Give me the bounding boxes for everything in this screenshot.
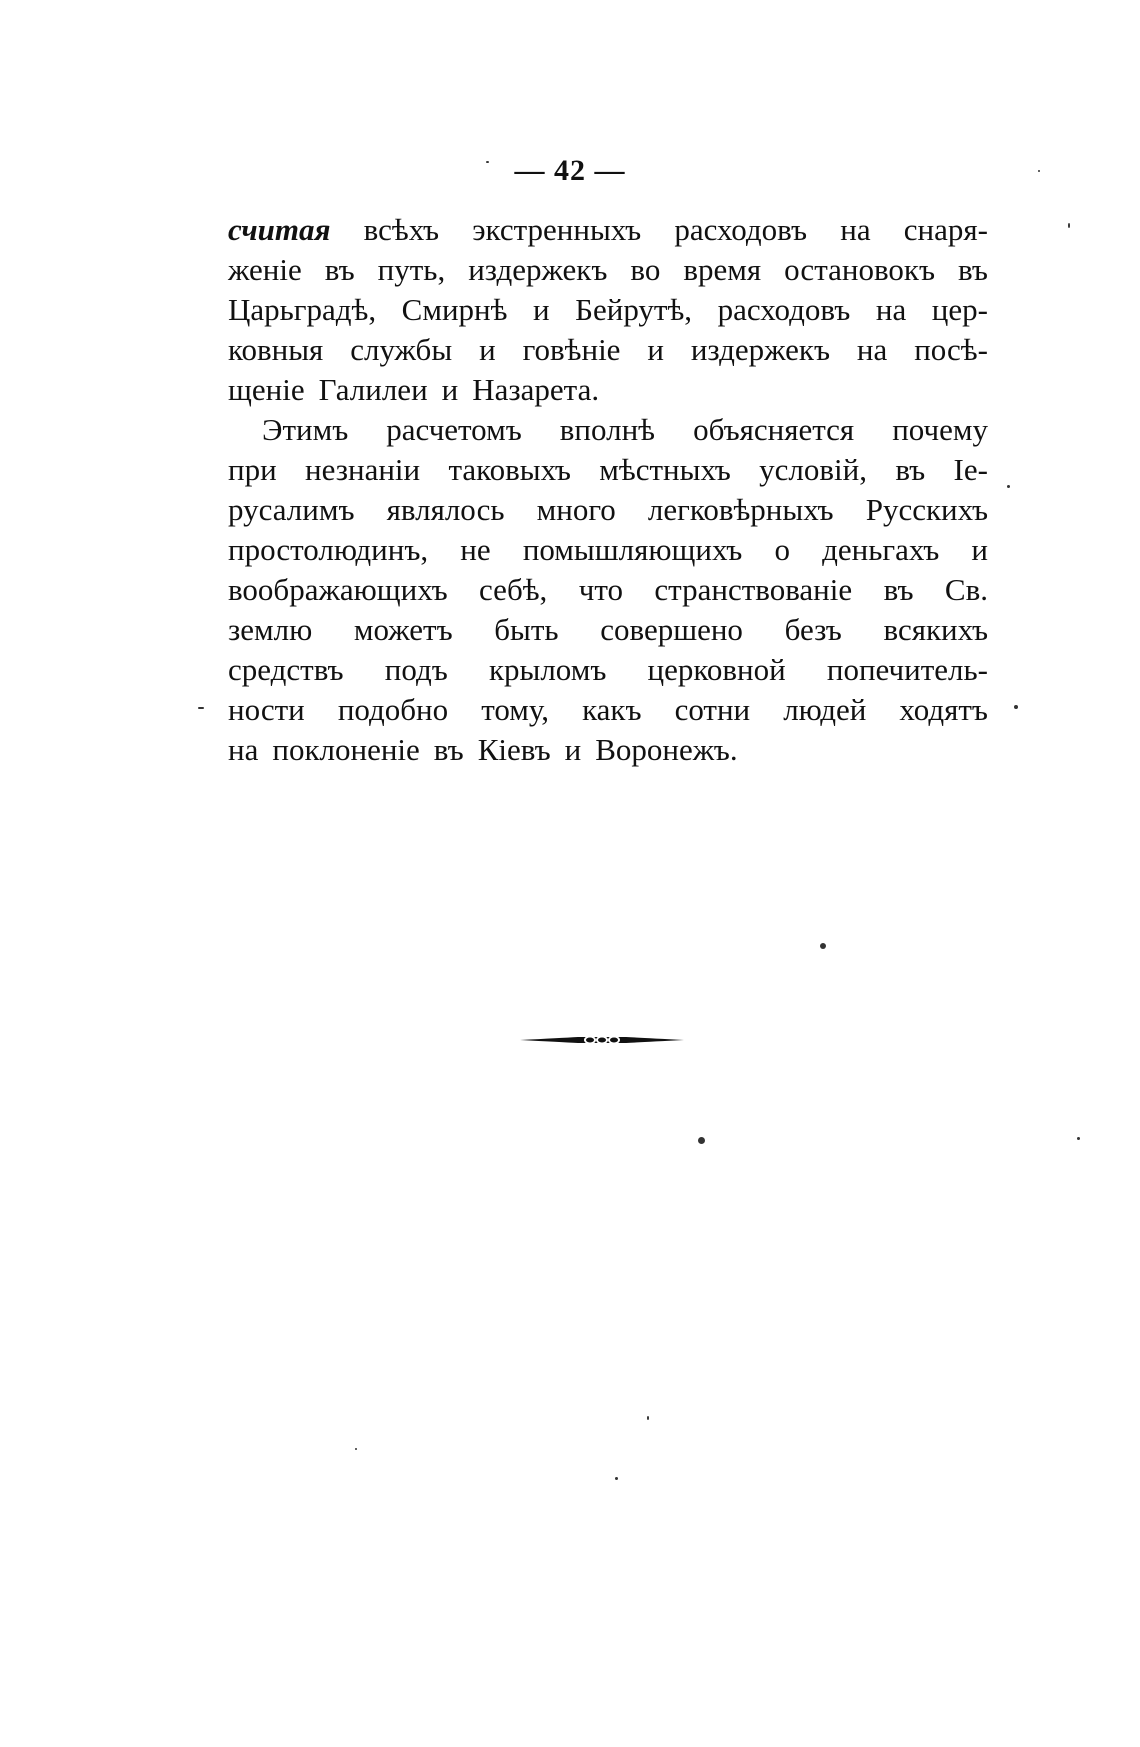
word: являлось xyxy=(386,492,505,527)
word: Воронежъ. xyxy=(595,732,738,767)
word: и xyxy=(564,732,582,767)
word: женіе xyxy=(228,252,302,287)
word: деньгахъ xyxy=(822,532,940,567)
word: на xyxy=(840,212,871,247)
word: ковныя xyxy=(228,332,324,367)
word: цер- xyxy=(931,292,988,327)
word: снаря- xyxy=(903,212,988,247)
page-number: — 42 — xyxy=(514,154,626,187)
word: сотни xyxy=(674,692,751,727)
word: тому, xyxy=(481,692,550,727)
word: средствъ xyxy=(228,652,344,687)
word: крыломъ xyxy=(488,652,607,687)
word: всѣхъ xyxy=(363,212,440,247)
word: въ xyxy=(958,252,988,287)
text-line xyxy=(228,650,988,690)
word: расходовъ xyxy=(717,292,851,327)
print-speck xyxy=(1077,1137,1080,1140)
word: въ xyxy=(433,732,464,767)
word: таковыхъ xyxy=(448,452,571,487)
word: въ xyxy=(883,572,914,607)
word: мѣстныхъ xyxy=(599,452,731,487)
word: Галилеи xyxy=(318,372,428,407)
word: какъ xyxy=(582,692,642,727)
word: воображающихъ xyxy=(228,572,448,607)
word: говѣніе xyxy=(522,332,621,367)
print-speck xyxy=(1014,705,1018,709)
word: въ xyxy=(324,252,355,287)
word: о xyxy=(774,532,790,567)
word: Св. xyxy=(944,572,988,607)
word: легковѣрныхъ xyxy=(647,492,834,527)
word: Смирнѣ xyxy=(401,292,508,327)
word: простолюдинъ, xyxy=(228,532,429,567)
word: ности xyxy=(228,692,305,727)
word: путь, xyxy=(377,252,446,287)
print-speck xyxy=(1068,223,1070,228)
word: себѣ, xyxy=(479,572,548,607)
word: и xyxy=(533,292,550,327)
word: издержекъ xyxy=(690,332,831,367)
word: странствованіе xyxy=(654,572,853,607)
word: во xyxy=(630,252,661,287)
word: ходятъ xyxy=(899,692,988,727)
print-speck xyxy=(615,1477,618,1480)
word: считая xyxy=(228,212,331,247)
print-speck xyxy=(198,707,204,709)
word: условій, xyxy=(759,452,867,487)
word: щеніе xyxy=(228,372,305,407)
word: помышляющихъ xyxy=(522,532,743,567)
word: Іе- xyxy=(953,452,988,487)
text-line xyxy=(228,570,988,610)
word: Кіевъ xyxy=(477,732,551,767)
word: и xyxy=(647,332,664,367)
text-line xyxy=(228,690,988,730)
word: можетъ xyxy=(353,612,453,647)
text-line xyxy=(228,290,988,330)
word: почему xyxy=(892,412,988,447)
word: на xyxy=(856,332,888,367)
text-line xyxy=(228,250,988,290)
word: попечитель- xyxy=(826,652,988,687)
text-line xyxy=(228,490,988,530)
word: посѣ- xyxy=(914,332,988,367)
word: издержекъ xyxy=(468,252,608,287)
text-line xyxy=(228,730,988,770)
text-line xyxy=(228,450,988,490)
word: Русскихъ xyxy=(865,492,988,527)
word: и xyxy=(479,332,496,367)
word: русалимъ xyxy=(228,492,355,527)
word: подобно xyxy=(337,692,449,727)
word: людей xyxy=(783,692,867,727)
word: службы xyxy=(350,332,453,367)
word: на xyxy=(875,292,907,327)
word: время xyxy=(683,252,762,287)
section-end-ornament xyxy=(520,1032,684,1048)
text-line xyxy=(228,410,988,450)
word: землю xyxy=(228,612,313,647)
print-speck xyxy=(486,161,489,163)
print-speck xyxy=(820,943,826,949)
word: вполнѣ xyxy=(559,412,656,447)
text-line xyxy=(228,610,988,650)
word: расчетомъ xyxy=(386,412,522,447)
word: церковной xyxy=(647,652,786,687)
word: экстренныхъ xyxy=(472,212,642,247)
word: на xyxy=(228,732,259,767)
word: Этимъ xyxy=(262,412,349,447)
word: безъ xyxy=(784,612,842,647)
text-line xyxy=(228,530,988,570)
word: и xyxy=(971,532,988,567)
word: Назарета. xyxy=(472,372,600,407)
word: много xyxy=(536,492,616,527)
word: и xyxy=(441,372,459,407)
text-line xyxy=(228,330,988,370)
text-line xyxy=(228,370,988,410)
word: при xyxy=(228,452,277,487)
word: расходовъ xyxy=(674,212,808,247)
word: объясняется xyxy=(693,412,855,447)
word: всякихъ xyxy=(883,612,988,647)
print-speck xyxy=(698,1137,705,1144)
word: быть xyxy=(494,612,559,647)
word: что xyxy=(578,572,623,607)
text-line xyxy=(228,210,988,250)
word: Царьградѣ, xyxy=(228,292,377,327)
body-text xyxy=(228,210,988,770)
word: Бейрутѣ, xyxy=(575,292,693,327)
print-speck xyxy=(1038,170,1040,172)
word: незнаніи xyxy=(305,452,421,487)
word: совершено xyxy=(600,612,743,647)
word: не xyxy=(460,532,491,567)
word: остановокъ xyxy=(784,252,935,287)
print-speck xyxy=(355,1448,357,1450)
word: поклоненіе xyxy=(272,732,420,767)
print-speck xyxy=(1007,485,1010,488)
word: въ xyxy=(895,452,926,487)
print-speck xyxy=(647,1416,649,1420)
word: подъ xyxy=(384,652,448,687)
